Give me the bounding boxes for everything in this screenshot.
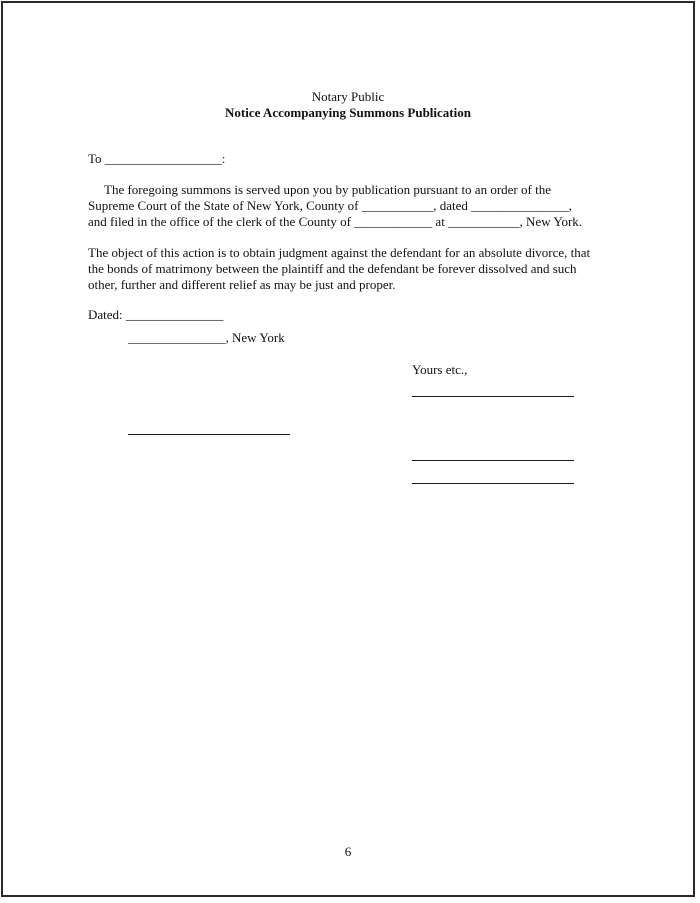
paragraph-1-line-2: Supreme Court of the State of New York, County of ___________, dated _______________, [88, 198, 572, 213]
signature-line-left [128, 434, 290, 435]
document-subtitle: Notice Accompanying Summons Publication [225, 105, 471, 120]
paragraph-1-line-1: The foregoing summons is served upon you by publication pursuant to an order of the [104, 182, 551, 197]
closing-salutation: Yours etc., [412, 362, 468, 377]
document-page [1, 1, 695, 897]
paragraph-2-line-1: The object of this action is to obtain judgment against the defendant for an absolute divorce, that [88, 245, 591, 260]
page-number: 6 [344, 844, 352, 859]
location-line: _______________, New York [128, 330, 285, 345]
signature-line-address-1 [412, 460, 574, 461]
signature-line-attorney [412, 396, 574, 397]
addressee-line: To __________________: [88, 151, 226, 166]
document-title: Notary Public [311, 89, 385, 104]
signature-line-address-2 [412, 483, 574, 484]
paragraph-1-line-3: and filed in the office of the clerk of the County of ____________ at ___________, New York. [88, 214, 583, 229]
paragraph-2-line-3: other, further and different relief as may be just and proper. [88, 277, 396, 292]
dated-line: Dated: _______________ [88, 307, 224, 322]
paragraph-2-line-2: the bonds of matrimony between the plaintiff and the defendant be forever dissolved and such [88, 261, 577, 276]
